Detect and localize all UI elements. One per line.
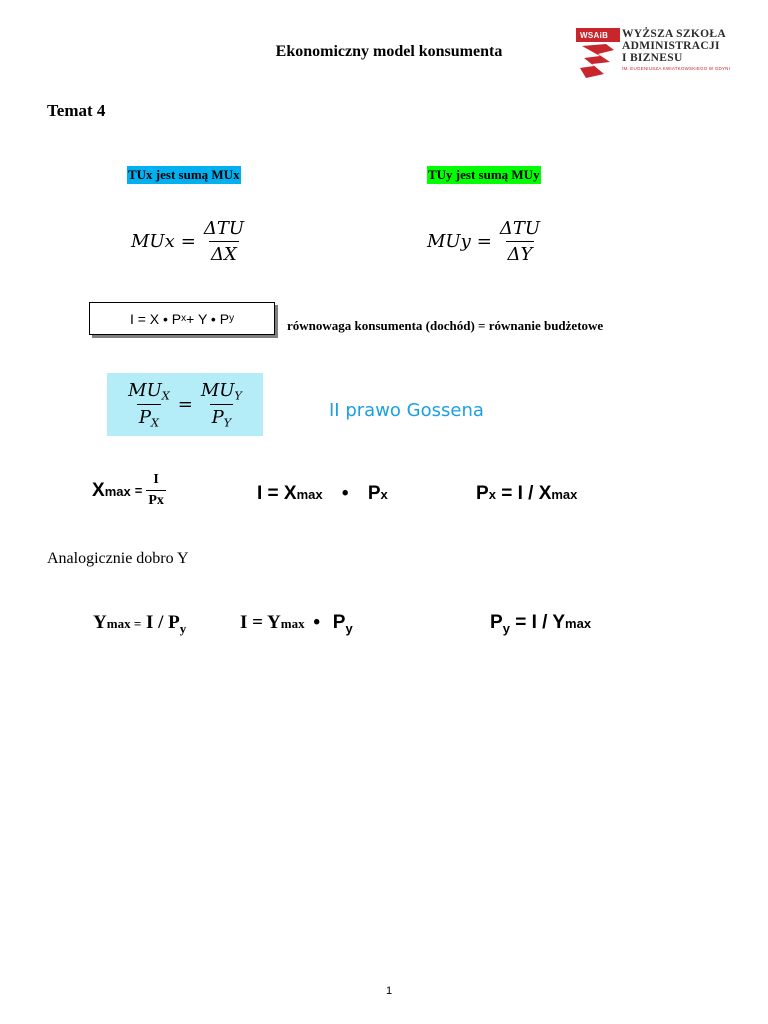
- i-eq-y-text: I = Y: [240, 612, 281, 633]
- page-number: 1: [385, 985, 393, 997]
- mux-fraction: [202, 218, 246, 265]
- gossen-left-den-sub: X: [151, 416, 159, 430]
- gossen-law-label: II prawo Gossena: [329, 400, 484, 421]
- gossen-right-den: [210, 404, 234, 429]
- i-eq-y-psub: y: [345, 620, 353, 636]
- budget-part-a: I = X • P: [129, 310, 182, 327]
- logo-line-2: ADMINISTRACJI: [622, 40, 720, 52]
- gossen-equals: =: [177, 394, 193, 415]
- price-x-equation: [476, 483, 577, 505]
- xmax-lhs: [92, 480, 131, 502]
- ymax-y: Y: [93, 612, 107, 633]
- analog-text: Analogicznie dobro Y: [47, 550, 189, 567]
- i-eq-y-p: P: [332, 612, 346, 633]
- gossen-left-den-text: P: [138, 407, 152, 428]
- gossen-left-num-text: MU: [128, 379, 162, 401]
- gossen-right-fraction: [199, 380, 244, 430]
- logo-line-1: WYŻSZA SZKOŁA: [622, 28, 726, 40]
- ymax-sub: y: [179, 620, 187, 636]
- gossen-left-num: [126, 380, 172, 404]
- ymax-definition: [93, 612, 186, 637]
- gossen-right-den-text: P: [211, 407, 224, 428]
- gossen-formula-box: [107, 373, 263, 436]
- mux-denominator: ΔX: [209, 241, 239, 265]
- py-eq-p: P: [490, 612, 503, 633]
- xmax-max: max: [104, 483, 131, 499]
- income-equation-x: [257, 483, 388, 505]
- px-eq-sub: x: [488, 487, 496, 502]
- i-eq-x-text: I = X: [257, 483, 297, 504]
- px-eq-rest: = I / X: [495, 483, 552, 504]
- gossen-left-num-sub: X: [161, 389, 170, 402]
- muy-numerator: ΔTU: [499, 218, 541, 239]
- logo-subline: IM. EUGENIUSZA KWIATKOWSKIEGO W GDYNI: [622, 66, 731, 71]
- py-eq-rest: = I / Y: [509, 612, 566, 633]
- budget-sub-y: y: [229, 313, 235, 324]
- gossen-right-num: [199, 380, 244, 404]
- logo-name: [622, 28, 726, 64]
- school-logo: [576, 28, 731, 80]
- document-title: Ekonomiczny model konsumenta: [275, 43, 503, 60]
- budget-part-b: + Y • P: [186, 310, 230, 327]
- income-equation-y: [240, 612, 353, 636]
- gossen-right-den-sub: Y: [223, 416, 232, 430]
- muy-equals: =: [476, 231, 492, 252]
- px-eq-max: max: [551, 487, 578, 502]
- gossen-left-den: [137, 404, 161, 429]
- muy-denominator: ΔY: [506, 241, 535, 265]
- gossen-right-num-text: MU: [200, 379, 235, 401]
- muy-lhs: MUy: [427, 231, 471, 252]
- i-eq-x-bullet: •: [341, 483, 349, 504]
- logo-line-3: I BIZNESU: [622, 52, 683, 64]
- gossen-right-num-sub: Y: [234, 389, 242, 402]
- i-eq-x-psub: x: [380, 487, 388, 502]
- budget-equation-box: [89, 302, 275, 335]
- i-eq-y-max: max: [280, 616, 305, 631]
- ymax-max: max =: [106, 616, 142, 631]
- tux-highlight: TUx jest sumą MUx: [128, 167, 240, 182]
- px-eq-p: P: [476, 483, 489, 504]
- mux-formula: [131, 218, 246, 265]
- i-eq-y-bullet: •: [313, 612, 320, 633]
- price-y-equation: [490, 612, 591, 636]
- i-eq-x-max: max: [296, 487, 323, 502]
- xmax-fraction: [146, 472, 166, 509]
- py-eq-max: max: [565, 616, 592, 631]
- xmax-x: X: [92, 479, 105, 501]
- mux-lhs: MUx: [131, 231, 175, 252]
- ymax-rest: I / P: [141, 612, 180, 633]
- logo-badge: WSAiB: [580, 31, 609, 40]
- py-eq-sub: y: [502, 620, 510, 636]
- tuy-highlight: TUy jest sumą MUy: [428, 167, 540, 182]
- budget-sub-x: x: [181, 313, 187, 324]
- xmax-denominator: Px: [146, 490, 166, 509]
- mux-equals: =: [180, 231, 196, 252]
- i-eq-x-p: P: [367, 483, 381, 504]
- gossen-left-fraction: [126, 380, 172, 430]
- budget-description: równowaga konsumenta (dochód) = równanie budżetowe: [287, 318, 604, 333]
- muy-fraction: [498, 218, 542, 265]
- xmax-numerator: I: [153, 472, 159, 487]
- topic-heading: Temat 4: [47, 101, 106, 120]
- muy-formula: [427, 218, 542, 265]
- xmax-definition: [92, 472, 166, 509]
- mux-numerator: ΔTU: [203, 218, 245, 239]
- xmax-equals: =: [134, 483, 143, 498]
